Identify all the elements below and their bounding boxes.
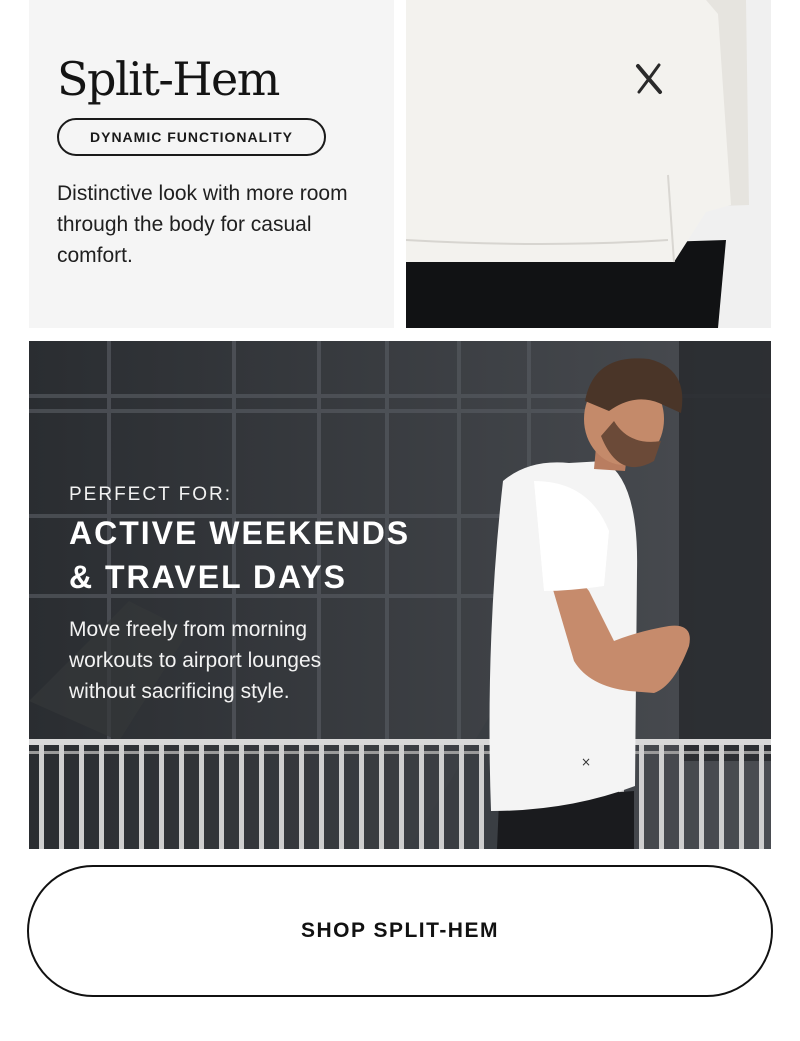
- feature-description: Distinctive look with more room through the body for casual comfort.: [57, 182, 348, 267]
- hero-heading-line-1: ACTIVE WEEKENDS: [69, 515, 411, 551]
- feature-panel: [29, 0, 394, 328]
- hero-banner: [29, 341, 771, 849]
- feature-title: Split-Hem: [57, 52, 279, 106]
- hero-body-text: Move freely from morning workouts to airport lounges without sacrificing style.: [69, 618, 322, 703]
- x-logo-icon: [634, 62, 664, 96]
- hero-heading: [69, 511, 489, 599]
- shop-split-hem-button[interactable]: SHOP SPLIT-HEM: [27, 865, 773, 997]
- svg-text:×: ×: [581, 755, 592, 769]
- hero-eyebrow: PERFECT FOR:: [69, 484, 232, 505]
- split-hem-closeup-image: [406, 0, 771, 328]
- feature-badge: DYNAMIC FUNCTIONALITY: [57, 118, 326, 156]
- hero-heading-line-2: & TRAVEL DAYS: [69, 559, 347, 595]
